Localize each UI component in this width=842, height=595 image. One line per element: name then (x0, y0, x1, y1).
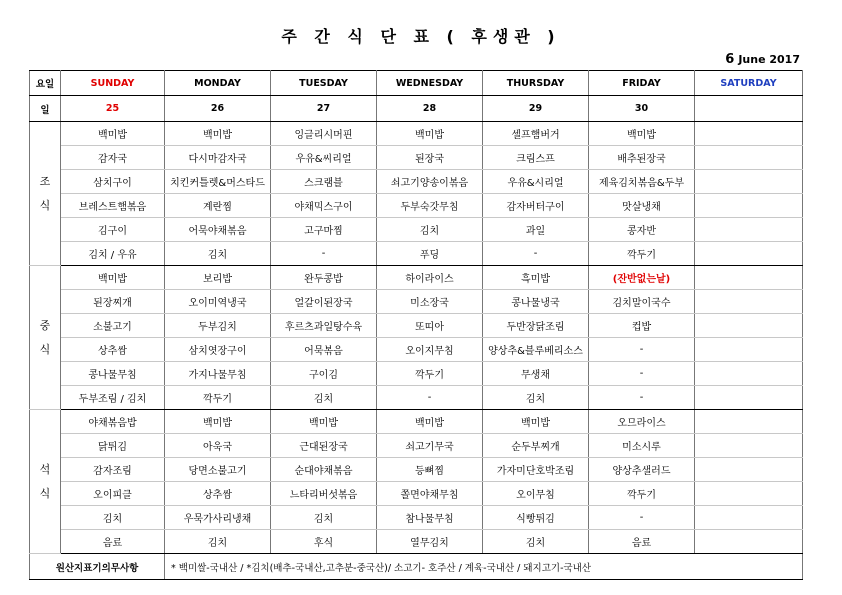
menu-cell: 두부조림 / 김치 (61, 386, 165, 410)
menu-cell: 컵밥 (589, 314, 695, 338)
menu-cell: 우묵가사리냉채 (165, 506, 271, 530)
date-saturday (695, 96, 803, 122)
menu-cell: 어묵야채볶음 (165, 218, 271, 242)
menu-cell: 흑미밥 (483, 266, 589, 290)
breakfast-label (30, 122, 61, 266)
menu-cell: 김치 (271, 506, 377, 530)
menu-cell: 상추쌈 (165, 482, 271, 506)
menu-cell: 된장찌개 (61, 290, 165, 314)
menu-cell: 오이피클 (61, 482, 165, 506)
date-row (30, 96, 803, 122)
menu-cell: 백미밥 (377, 122, 483, 146)
menu-cell: 오므라이스 (589, 410, 695, 434)
menu-cell: 김치 (483, 386, 589, 410)
menu-cell: 스크램블 (271, 170, 377, 194)
menu-cell: 완두콩밥 (271, 266, 377, 290)
menu-cell: 된장국 (377, 146, 483, 170)
menu-cell (695, 434, 803, 458)
breakfast-row (30, 194, 803, 218)
page-title: 주 간 식 단 표 ( 후생관 ) (281, 27, 561, 46)
menu-cell: 치킨커틀렛&머스타드 (165, 170, 271, 194)
menu-cell: 미소시루 (589, 434, 695, 458)
date-day: 6 (725, 52, 735, 67)
date-tuesday: 27 (271, 96, 377, 122)
menu-cell: 오이무침 (483, 482, 589, 506)
menu-cell: 크림스프 (483, 146, 589, 170)
menu-cell: 가자미단호박조림 (483, 458, 589, 482)
menu-cell: 미소장국 (377, 290, 483, 314)
menu-cell: 야채볶음밥 (61, 410, 165, 434)
origin-notice-text: * 백미쌀-국내산 / *김치(배추-국내산,고추분-중국산)/ 소고기- 호주산 / 계육-국내산 / 돼지고기-국내산 (165, 554, 803, 580)
menu-cell (695, 482, 803, 506)
dinner-row (30, 530, 803, 554)
menu-cell: 백미밥 (165, 410, 271, 434)
menu-cell: 우유&씨리얼 (271, 146, 377, 170)
menu-cell: 백미밥 (483, 410, 589, 434)
menu-date (725, 52, 800, 67)
breakfast-row (30, 218, 803, 242)
menu-cell: - (483, 242, 589, 266)
menu-cell: 쫄면야채무침 (377, 482, 483, 506)
origin-notice-row (30, 554, 803, 580)
menu-cell (695, 266, 803, 290)
dinner-row (30, 506, 803, 530)
menu-cell: 열무김치 (377, 530, 483, 554)
header-monday: MONDAY (165, 71, 271, 96)
menu-cell: 백미밥 (61, 266, 165, 290)
date-wednesday: 28 (377, 96, 483, 122)
breakfast-row (30, 242, 803, 266)
menu-cell: 셀프햄버거 (483, 122, 589, 146)
menu-cell: 백미밥 (589, 122, 695, 146)
menu-cell: 얼갈이된장국 (271, 290, 377, 314)
lunch-label (30, 266, 61, 410)
dinner-label (30, 410, 61, 554)
menu-cell (695, 242, 803, 266)
menu-cell: 백미밥 (61, 122, 165, 146)
menu-cell: 쇠고기양송이볶음 (377, 170, 483, 194)
menu-cell: 김치 (165, 530, 271, 554)
menu-cell: 오이미역냉국 (165, 290, 271, 314)
dinner-row (30, 434, 803, 458)
menu-cell: 백미밥 (271, 410, 377, 434)
lunch-row (30, 290, 803, 314)
header-tuesday: TUESDAY (271, 71, 377, 96)
menu-cell: 두반장닭조림 (483, 314, 589, 338)
menu-cell: 하이라이스 (377, 266, 483, 290)
menu-cell: 보리밥 (165, 266, 271, 290)
menu-cell: 두부김치 (165, 314, 271, 338)
header-friday: FRIDAY (589, 71, 695, 96)
weekday-label: 요일 (30, 71, 61, 96)
menu-cell: 감자국 (61, 146, 165, 170)
meal-label-bottom: 식 (39, 486, 51, 500)
menu-cell: 깍두기 (589, 242, 695, 266)
menu-cell (695, 146, 803, 170)
menu-cell (695, 410, 803, 434)
date-monday: 26 (165, 96, 271, 122)
menu-cell: 참나물무침 (377, 506, 483, 530)
menu-cell: 김구이 (61, 218, 165, 242)
menu-cell: 김치 (61, 506, 165, 530)
menu-cell: 야채믹스구이 (271, 194, 377, 218)
menu-cell: 배추된장국 (589, 146, 695, 170)
menu-cell: 깍두기 (589, 482, 695, 506)
menu-cell (695, 506, 803, 530)
menu-cell: - (271, 242, 377, 266)
menu-cell: 삼치구이 (61, 170, 165, 194)
lunch-row (30, 266, 803, 290)
menu-cell (695, 386, 803, 410)
menu-cell: 계란찜 (165, 194, 271, 218)
meal-label-bottom: 식 (39, 198, 51, 212)
menu-cell: 감자조림 (61, 458, 165, 482)
menu-cell (695, 290, 803, 314)
menu-cell: 음료 (61, 530, 165, 554)
menu-cell: 김치말이국수 (589, 290, 695, 314)
dinner-row (30, 458, 803, 482)
menu-cell: 콩자반 (589, 218, 695, 242)
menu-cell: 쇠고기무국 (377, 434, 483, 458)
menu-cell: 느타리버섯볶음 (271, 482, 377, 506)
menu-cell: 식빵튀김 (483, 506, 589, 530)
menu-cell: 등뼈찜 (377, 458, 483, 482)
header-sunday: SUNDAY (61, 71, 165, 96)
menu-cell: 브레스트햄볶음 (61, 194, 165, 218)
lunch-row (30, 338, 803, 362)
lunch-row (30, 314, 803, 338)
menu-cell: 가지나물무침 (165, 362, 271, 386)
menu-cell: - (377, 386, 483, 410)
menu-cell: 무생채 (483, 362, 589, 386)
menu-cell: 김치 / 우유 (61, 242, 165, 266)
menu-cell (695, 170, 803, 194)
menu-cell: 아욱국 (165, 434, 271, 458)
menu-cell: 또띠아 (377, 314, 483, 338)
menu-cell: 고구마찜 (271, 218, 377, 242)
breakfast-row (30, 146, 803, 170)
menu-cell: 오이지무침 (377, 338, 483, 362)
menu-cell: 음료 (589, 530, 695, 554)
menu-cell: 소불고기 (61, 314, 165, 338)
menu-cell: 콩나물무침 (61, 362, 165, 386)
meal-label-top: 석 (39, 462, 51, 476)
header-wednesday: WEDNESDAY (377, 71, 483, 96)
menu-cell: 잉글리시머핀 (271, 122, 377, 146)
menu-cell: 깍두기 (165, 386, 271, 410)
menu-cell (695, 362, 803, 386)
header-saturday: SATURDAY (695, 71, 803, 96)
menu-cell: 감자버터구이 (483, 194, 589, 218)
menu-cell (695, 122, 803, 146)
menu-cell: 콩나물냉국 (483, 290, 589, 314)
menu-cell: 깍두기 (377, 362, 483, 386)
menu-cell: - (589, 506, 695, 530)
day-label: 일 (30, 96, 61, 122)
meal-label-top: 조 (39, 174, 51, 188)
origin-notice-label: 원산지표기의무사항 (30, 554, 165, 580)
dinner-row (30, 410, 803, 434)
menu-cell: - (589, 338, 695, 362)
menu-cell: 구이김 (271, 362, 377, 386)
menu-cell (695, 338, 803, 362)
menu-cell: 제육김치볶음&두부 (589, 170, 695, 194)
menu-cell (695, 194, 803, 218)
lunch-row (30, 386, 803, 410)
menu-cell: 당면소불고기 (165, 458, 271, 482)
dinner-row (30, 482, 803, 506)
menu-cell: 삼치엿장구이 (165, 338, 271, 362)
menu-cell: - (589, 386, 695, 410)
date-friday: 30 (589, 96, 695, 122)
meal-label-bottom: 식 (39, 342, 51, 356)
weekday-header-row (30, 71, 803, 96)
menu-cell: 어묵볶음 (271, 338, 377, 362)
meal-label-top: 중 (39, 318, 51, 332)
menu-cell: 우유&시리얼 (483, 170, 589, 194)
menu-cell: 과일 (483, 218, 589, 242)
menu-cell: 후식 (271, 530, 377, 554)
menu-cell: 다시마감자국 (165, 146, 271, 170)
menu-cell: 순대야채볶음 (271, 458, 377, 482)
menu-cell: 닭튀김 (61, 434, 165, 458)
menu-cell: 양상추&블루베리소스 (483, 338, 589, 362)
menu-cell: 김치 (483, 530, 589, 554)
menu-cell: 근대된장국 (271, 434, 377, 458)
menu-cell (695, 314, 803, 338)
menu-cell: 양상추샐러드 (589, 458, 695, 482)
header-thursday: THURSDAY (483, 71, 589, 96)
lunch-row (30, 362, 803, 386)
menu-cell: 김치 (377, 218, 483, 242)
menu-cell: 푸딩 (377, 242, 483, 266)
menu-cell (695, 218, 803, 242)
menu-cell: 백미밥 (377, 410, 483, 434)
breakfast-row (30, 170, 803, 194)
menu-cell: 김치 (165, 242, 271, 266)
menu-cell: 김치 (271, 386, 377, 410)
date-sunday: 25 (61, 96, 165, 122)
date-month-year: June 2017 (738, 53, 800, 66)
weekly-menu-table (29, 70, 803, 580)
menu-cell: 순두부찌개 (483, 434, 589, 458)
menu-cell: (잔반없는날) (589, 266, 695, 290)
menu-cell: 후르츠과일탕수육 (271, 314, 377, 338)
menu-cell: 상추쌈 (61, 338, 165, 362)
menu-cell: 맛살냉채 (589, 194, 695, 218)
breakfast-row (30, 122, 803, 146)
menu-cell: 두부숙갓무침 (377, 194, 483, 218)
menu-cell (695, 458, 803, 482)
menu-cell: 백미밥 (165, 122, 271, 146)
menu-cell (695, 530, 803, 554)
menu-cell: - (589, 362, 695, 386)
date-thursday: 29 (483, 96, 589, 122)
